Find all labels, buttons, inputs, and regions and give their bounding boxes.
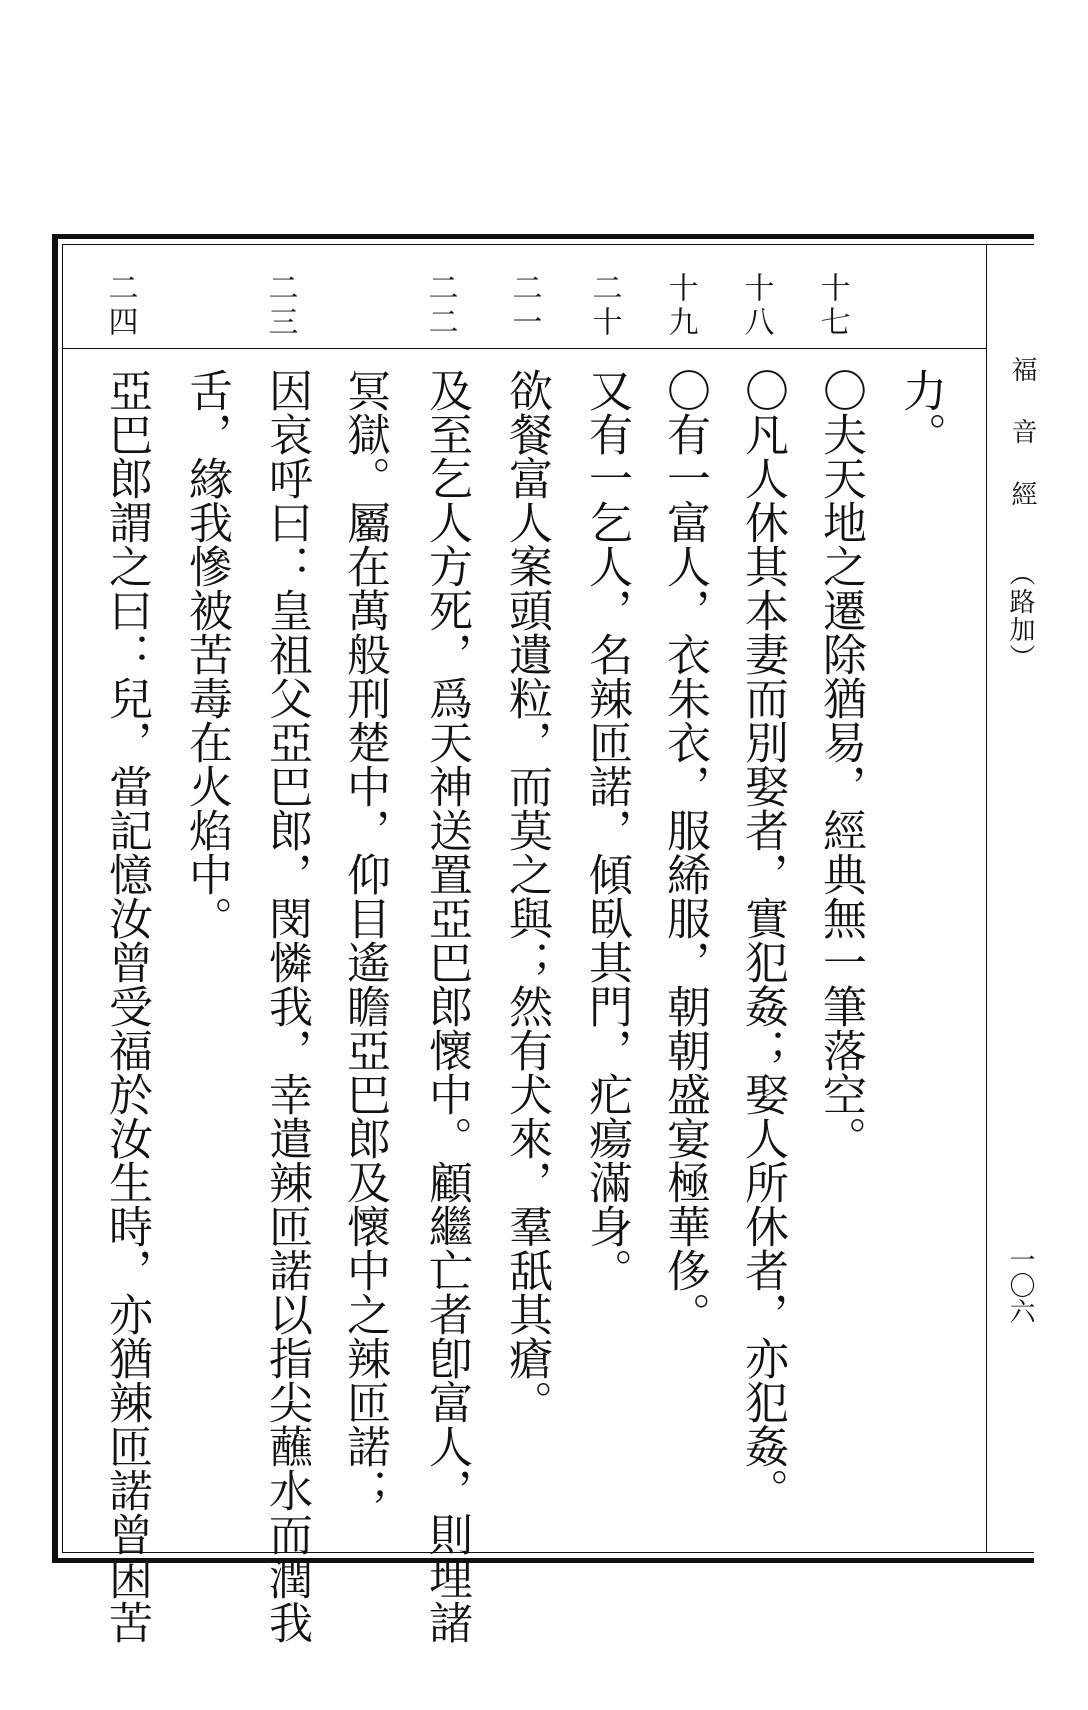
verse-number-18: 十八 [738, 272, 774, 340]
verse-number-20: 二十 [586, 272, 622, 340]
verse-number-21: 二一 [506, 272, 542, 340]
text-column-3: 〇凡人休其本妻而別娶者，實犯姦；娶人所休者，亦犯姦。 [737, 368, 788, 1512]
verse-number-19: 十九 [662, 272, 698, 340]
margin-book: （路加） [1005, 560, 1035, 672]
verse-number-23: 二三 [262, 272, 298, 340]
verse-number-17: 十七 [814, 272, 850, 340]
text-column-8: 冥獄。屬在萬般刑楚中，仰目遙瞻亞巴郎及懷中之辣匝諾； [339, 368, 390, 1512]
text-column-10: 舌，緣我慘被苦毒在火焰中。 [181, 368, 232, 940]
verse-number-22: 二二 [422, 272, 458, 340]
text-column-9: 因哀呼曰：皇祖父亞巴郎，閔憐我，幸遣辣匝諾以指尖蘸水而潤我 [261, 368, 312, 1644]
text-column-6: 欲餐富人案頭遺粒，而莫之與；然有犬來，羣舐其瘡。 [501, 368, 552, 1424]
verse-number-24: 二四 [102, 272, 138, 340]
page-number: 一〇六 [1005, 1246, 1035, 1324]
verse-number-rule [62, 348, 986, 349]
text-column-2: 〇夫天地之遷除猶易，經典無一筆落空。 [815, 368, 866, 1160]
text-column-7: 及至乞人方死，爲天神送置亞巴郎懷中。顧繼亡者卽富人，則埋諸 [421, 368, 472, 1644]
text-column-11: 亞巴郎謂之曰：兒，當記憶汝曾受福於汝生時，亦猶辣匝諾曾困苦 [101, 368, 152, 1644]
text-column-4: 〇有一富人，衣朱衣，服絺服，朝朝盛宴極華侈。 [659, 368, 710, 1336]
margin-rule [986, 244, 987, 1553]
text-column-1: 力。 [895, 368, 946, 456]
margin-title: 福 音 經 [1007, 356, 1037, 521]
text-column-5: 又有一乞人，名辣匝諾，傾臥其門，疕瘍滿身。 [581, 368, 632, 1292]
